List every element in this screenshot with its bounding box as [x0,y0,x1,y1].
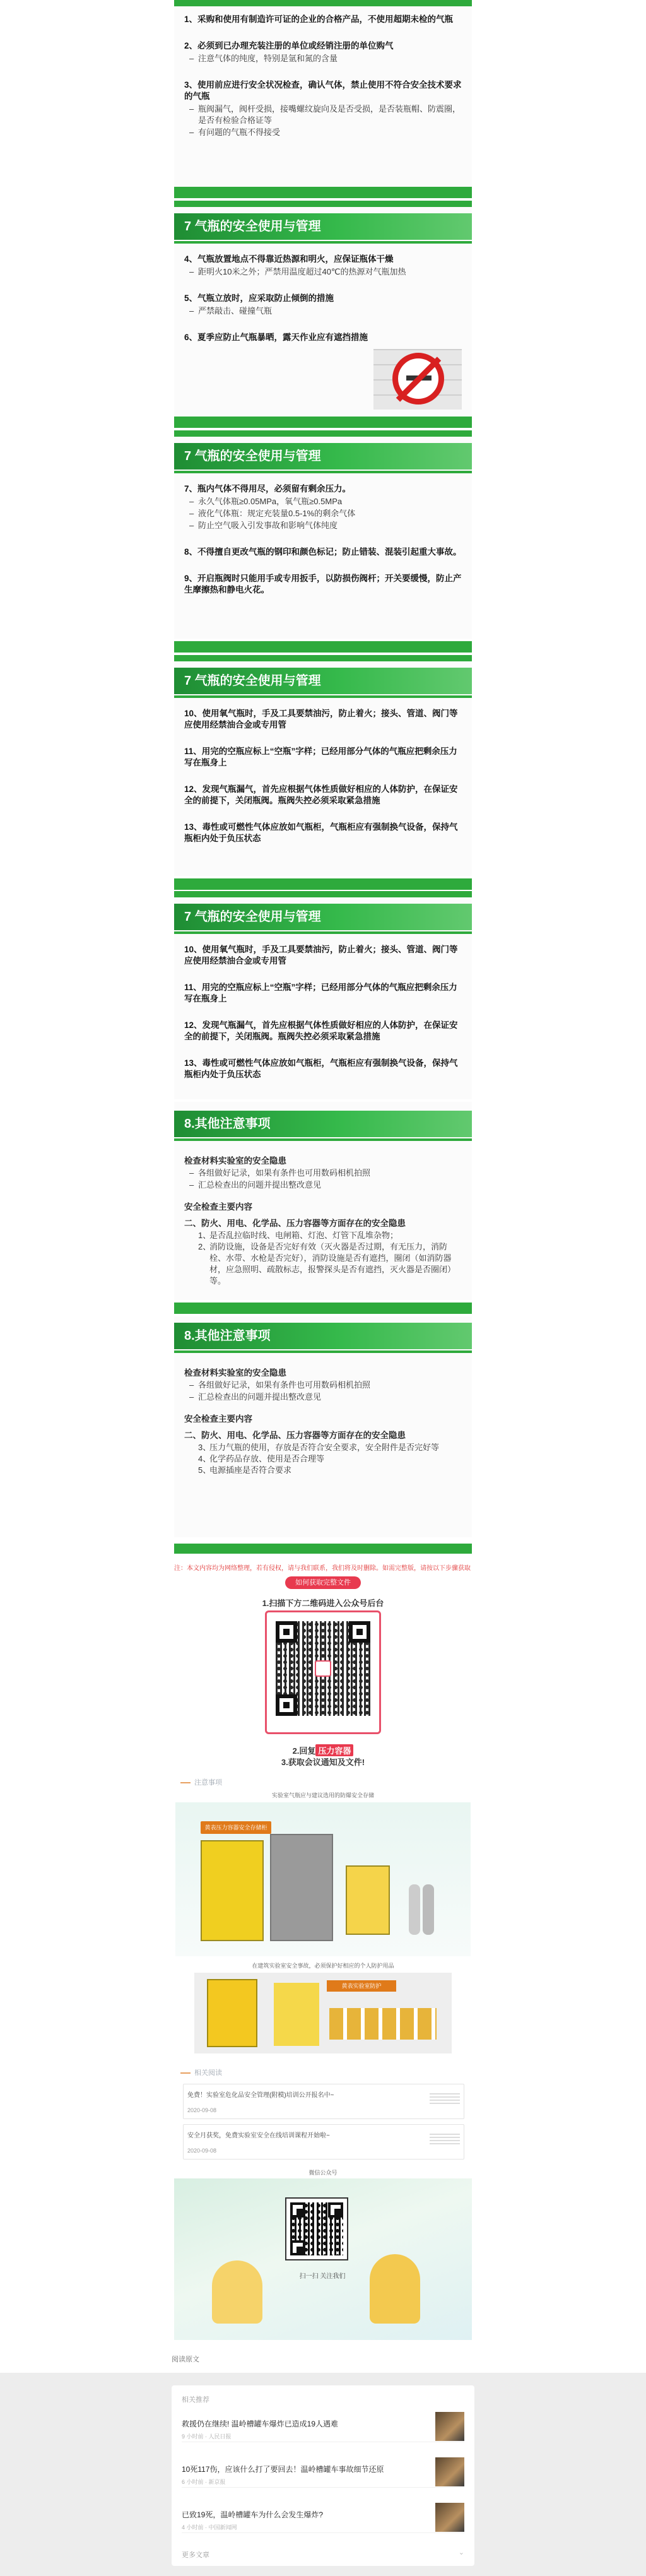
item-sub-list [184,266,462,278]
sub-point: – 瓶阀漏气，阀杆受损，接嘴螺纹旋向及是否受损，是否装瓶帽、防震圈，是否有检验合格证等 [184,103,462,126]
notes-subtitle: 安全检查主要内容 [184,1414,252,1424]
item-number: 12、 [184,784,203,794]
slide-item [184,784,462,806]
item-number: 11、 [184,983,202,992]
point-number: 4、 [198,1454,211,1463]
slide-item [184,1058,462,1080]
item-number: 13、 [184,1058,203,1068]
slide-gas-cylinder-4 [174,655,472,876]
cabinet-icon [274,1983,319,2046]
item-number: 6、 [184,333,198,342]
cartoon-caption: 扫一扫 关注我们 [299,2273,346,2280]
cartoon-character-icon [212,2260,262,2324]
point-text: 电源插座是否符合要求 [209,1465,292,1475]
cartoon-character-icon [370,2254,420,2324]
slide-item [184,332,462,343]
numbered-point [184,1442,462,1453]
item-number: 12、 [184,1020,203,1030]
sub-point: – 有问题的气瓶不得接受 [184,127,462,138]
section-tag-related [180,2067,222,2077]
item-number: 3、 [184,80,198,90]
recommend-item-title: 10死117伤，应该什么打了要回去！温岭槽罐车事故细节还原 [182,2465,384,2474]
slide-item [184,944,462,967]
point-number: 2、 [198,1242,211,1251]
slide-top-bar [174,430,472,437]
related-article-card[interactable] [183,2084,464,2119]
reply-keyword-tag: 压力容器 [315,1744,353,1756]
gray-cabinet-icon [270,1834,333,1941]
protective-cabinet-image[interactable] [194,1973,452,2053]
cylinder-icon [423,1884,434,1935]
slide-bottom-bar [174,417,472,428]
item-number: 9、 [184,574,198,583]
slide-other-notes-2 [174,1316,472,1537]
item-number: 8、 [184,547,198,557]
item-number: 2、 [184,41,198,50]
slide-item [184,483,462,531]
item-text: 发现气瓶漏气，首先应根据气体性质做好相应的人体防护，在保证安全的前提下，关闭瓶阀。瓶阀失控必须采取紧急措施 [184,784,458,805]
recommend-item-meta: 4 小时前 · 中国新闻网 [182,2524,237,2531]
item-text: 毒性或可燃性气体应放如气瓶柜，气瓶柜应有强制换气设备，保持气瓶柜内处于负压状态 [184,822,458,843]
item-number: 13、 [184,822,203,832]
open-cabinet-icon [346,1865,390,1935]
sub-point: – 注意气体的纯度，特别是氩和氮的含量 [184,53,462,64]
item-text: 开启瓶阀时只能用手或专用扳手，以防损伤阀杆；开关要缓慢，防止产生摩擦热和静电火花。 [184,574,462,594]
cabinet-label: 黄表实验室防护 [327,1980,396,1992]
item-number: 7、 [184,484,198,493]
item-number: 5、 [184,293,198,303]
sub-point: – 汇总检查出的问题并提出整改意见 [184,1391,462,1403]
notes-title: 检查材料实验室的安全隐患 [184,1368,286,1378]
item-text: 必须到已办理充装注册的单位或经销注册的单位购气 [197,41,394,50]
article-title: 安全月获奖，免费实验室安全在线培训课程开始啦~ [187,2132,330,2139]
product-caption-mid: 在建筑实验室安全事故，必须保护好相应的个人防护用品 [252,1963,394,1969]
item-text: 瓶内气体不得用尽，必须留有剩余压力。 [197,484,351,493]
item-sub-list [184,496,462,531]
cabinet-icon [207,1979,257,2047]
notes-title: 检查材料实验室的安全隐患 [184,1156,286,1166]
recommend-item-image [435,2457,464,2486]
get-file-banner: 如何获取完整文件 [285,1576,361,1589]
slide-header: 8.其他注意事项 [174,1323,472,1349]
recommend-title: 相关推荐 [182,2396,209,2404]
slide-item [184,822,462,844]
slide-item [184,573,462,596]
cabinet-label: 黄表压力容器安全存储柜 [201,1821,271,1834]
item-sub-list [184,305,462,317]
item-number: 1、 [184,15,198,24]
cylinder-icon [409,1884,420,1935]
disclaimer-note: 注：本文内容均为网络整理，若有侵权，请与我们联系，我们将及时删除。如需完整版，请按以下步骤获取 [174,1565,471,1572]
item-number: 10、 [184,945,203,954]
section-tag-label: 注意事项 [194,1779,222,1787]
section-tag-notes [180,1777,222,1787]
item-text: 使用氧气瓶时，手及工具要禁油污，防止着火；接头、管道、阀门等应使用经禁油合金或专用管 [184,945,458,966]
item-text: 用完的空瓶应标上“空瓶”字样；已经用部分气体的气瓶应把剩余压力写在瓶身上 [184,747,457,767]
sub-point: – 防止空气吸入引发事故和影响气体纯度 [184,520,462,531]
numbered-point [184,1241,462,1287]
slide-gas-cylinder-5 [174,891,472,1099]
more-articles-link[interactable]: 更多文章 [182,2551,209,2559]
point-text: 压力气瓶的使用，存放是否符合安全要求，安全附件是否完好等 [209,1443,440,1452]
step-1-text: 1.扫描下方二维码进入公众号后台 [262,1598,384,1608]
sub-point: – 永久气体瓶≥0.05MPa，氧气瓶≥0.5MPa [184,496,462,507]
slide-header: 7 气瓶的安全使用与管理 [174,443,472,470]
slide-bottom-bar [174,187,472,198]
recommend-item[interactable] [182,2452,464,2488]
slide-header: 7 气瓶的安全使用与管理 [174,904,472,930]
point-number: 5、 [198,1465,211,1475]
slide-bottom-bar [174,1303,472,1314]
recommend-item-title: 已致19死，温岭槽罐车为什么会发生爆炸? [182,2510,324,2519]
item-text: 使用前应进行安全状况检查，确认气体，禁止使用不符合安全技术要求的气瓶 [184,80,462,101]
item-text: 夏季应防止气瓶暴晒，露天作业应有遮挡措施 [197,333,368,342]
item-sub-list [184,103,462,138]
slide-top-bar [174,891,472,897]
article-thumbnail [430,2134,460,2146]
slide-header: 8.其他注意事项 [174,1111,472,1137]
slide-bottom-bar [174,641,472,653]
sub-point: – 各组做好记录，如果有条件也可用数码相机拍照 [184,1167,462,1179]
recommend-item[interactable] [182,2407,464,2442]
slide-top-bar [174,0,472,6]
numbered-point [184,1453,462,1465]
step-2-prefix: 2.回复 [292,1746,316,1756]
numbered-point [184,1230,462,1241]
article-thumbnail [430,2093,460,2106]
item-number: 4、 [184,254,198,264]
follow-qr-code[interactable] [285,2197,348,2260]
item-number: 11、 [184,747,202,756]
related-article-card[interactable] [183,2124,464,2159]
sub-point: – 液化气体瓶：规定充装量0.5-1%的剩余气体 [184,508,462,519]
recommend-card [172,2385,474,2566]
recommend-item-title: 救援仍在继续! 温岭槽罐车爆炸已造成19人遇难 [182,2419,339,2428]
step-3-text: 3.获取会议通知及文件! [281,1758,365,1767]
wechat-qr-code[interactable] [265,1610,381,1734]
sub-point: – 严禁敲击、碰撞气瓶 [184,305,462,317]
notes-heading: 二、防火、用电、化学品、压力容器等方面存在的安全隐患 [184,1431,406,1440]
recommend-item[interactable] [182,2498,464,2533]
point-text: 消防设施，设备是否完好有效（灭火器是否过期，有无压力，消防栓、水带、水枪是否完好），消防设施是否有遮挡，圈闭（如消防器材，应急照明、疏散标志，报警探头是否有遮挡，灭火器是否圈闭）等。 [209,1242,456,1285]
slide-item [184,746,462,769]
article-title: 免费！实验室危化品安全管理(附模)培训公开报名中~ [187,2092,334,2099]
item-text: 使用氧气瓶时，手及工具要禁油污，防止着火；接头、管道、阀门等应使用经禁油合金或专用管 [184,709,458,730]
slide-bottom-bar [174,1544,472,1554]
section-tag-label: 相关阅读 [194,2069,222,2077]
sub-point: – 各组做好记录，如果有条件也可用数码相机拍照 [184,1380,462,1391]
wechat-label: 微信公众号 [308,2170,338,2176]
recommend-item-meta: 6 小时前 · 新京报 [182,2479,226,2485]
recommend-item-meta: 9 小时前 · 人民日报 [182,2433,232,2440]
wechat-follow-banner[interactable] [174,2178,472,2340]
slide-item [184,982,462,1005]
no-smoking-sign-image [373,349,462,410]
slide-item [184,293,462,317]
recommend-item-image [435,2412,464,2441]
slide-item [184,708,462,731]
item-number: 10、 [184,709,203,718]
point-text: 是否乱拉临时线、电闸箱、灯泡、灯管下乱堆杂物； [209,1231,399,1240]
slide-gas-cylinder-3 [174,430,472,639]
slide-header: 7 气瓶的安全使用与管理 [174,213,472,240]
item-sub-list [184,53,462,64]
yellow-cabinet-icon [201,1840,264,1941]
point-number: 3、 [198,1443,211,1452]
item-text: 气瓶立放时，应采取防止倾倒的措施 [197,293,334,303]
point-text: 化学药品存放、使用是否合理等 [209,1454,325,1463]
slide-header: 7 气瓶的安全使用与管理 [174,668,472,694]
notes-heading: 二、防火、用电、化学品、压力容器等方面存在的安全隐患 [184,1219,406,1228]
item-text: 用完的空瓶应标上“空瓶”字样；已经用部分气体的气瓶应把剩余压力写在瓶身上 [184,983,457,1003]
read-original-link[interactable]: 阅读原文 [172,2356,199,2363]
slide-other-notes-1 [174,1102,472,1300]
numbered-point [184,1465,462,1476]
cabinet-variants-icon [329,2008,437,2040]
slide-top-bar [174,655,472,661]
article-date: 2020-09-08 [187,2148,217,2154]
point-number: 1、 [198,1231,211,1240]
item-text: 采购和使用有制造许可证的企业的合格产品，不使用超期未检的气瓶 [197,15,454,24]
slide-item [184,14,462,25]
slide-item [184,547,462,558]
slide-item [184,1020,462,1043]
sub-point: – 汇总检查出的问题并提出整改意见 [184,1179,462,1191]
notes-subtitle: 安全检查主要内容 [184,1202,252,1212]
step-2-text [174,1744,472,1756]
product-caption-top: 实验室气瓶应与建议选用的防爆安全存储 [271,1792,374,1799]
recommend-item-image [435,2503,464,2532]
slide-item [184,40,462,64]
item-text: 不得擅自更改气瓶的钢印和颜色标记；防止错装、混装引起重大事故。 [197,547,462,557]
sub-point: – 距明火10米之外；严禁用温度超过40℃的热源对气瓶加热 [184,266,462,278]
slide-gas-cylinder-1 [174,0,472,187]
item-text: 发现气瓶漏气，首先应根据气体性质做好相应的人体防护，在保证安全的前提下，关闭瓶阀。瓶阀失控必须采取紧急措施 [184,1020,458,1041]
chevron-down-icon[interactable]: ⌄ [458,2549,464,2556]
item-text: 毒性或可燃性气体应放如气瓶柜，气瓶柜应有强制换气设备，保持气瓶柜内处于负压状态 [184,1058,458,1079]
item-text: 气瓶放置地点不得靠近热源和明火，应保证瓶体干燥 [197,254,394,264]
slide-bottom-bar [174,878,472,890]
article-date: 2020-09-08 [187,2107,217,2113]
slide-item [184,80,462,138]
slide-top-bar [174,201,472,207]
gas-cabinet-product-image[interactable] [175,1802,471,1956]
slide-item [184,254,462,278]
